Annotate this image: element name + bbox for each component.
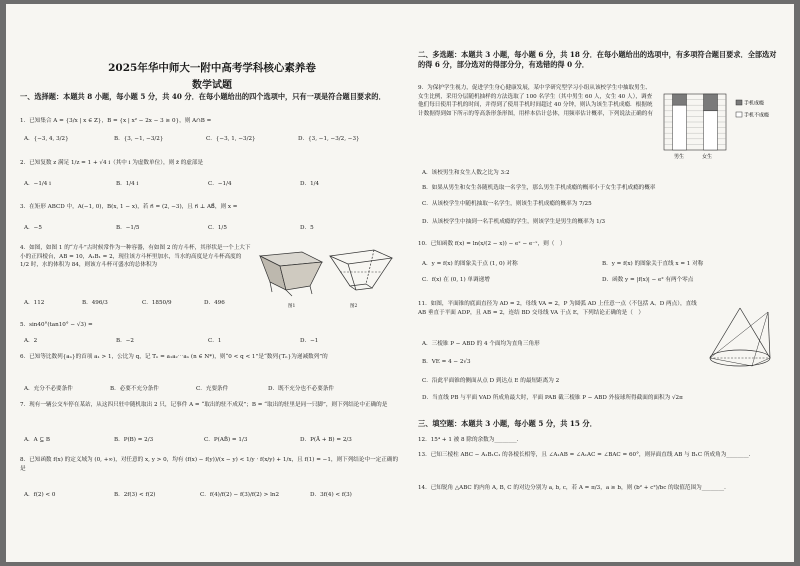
option-c: C．f(x) 在 (0, 1) 单调递增 (422, 277, 490, 283)
option-a: A．充分不必要条件 (24, 386, 73, 392)
cone-figure (702, 302, 782, 376)
option-c: C．1850/9 (142, 300, 172, 306)
question-5-options (24, 337, 402, 345)
option-d: D．5 (300, 225, 314, 231)
bar-not-addicted-0 (673, 105, 687, 150)
question-8: 8．已知函数 f(x) 的定义域为 (0, +∞)，对任意的 x, y > 0，均有 (f(x) − f(y))/(x − y) < 1/y · f(x/y) + 1/x，且 f(1) = −1，则下列结论中一定正确的是 (20, 457, 399, 472)
frustum-figure-2 (326, 246, 396, 304)
option-c: C．f(4)/f(2) − f(3)/f(2) > ln2 (200, 492, 280, 498)
question-2: 2．已知复数 z 满足 1/z = 1 + √4 i（其中 i 为虚数单位），则 z̄ 的虚部是 (20, 160, 204, 166)
option-a: A．f(2) < 0 (24, 492, 56, 498)
option-c: C．−1/4 (208, 181, 232, 187)
option-d: D．−1 (300, 338, 319, 344)
question-5: 5．sin40°(tan10° − √3) = (20, 322, 93, 328)
option-b: B．2f(3) < f(2) (114, 492, 156, 498)
bar-addicted-0 (673, 94, 687, 105)
question-11-option-c: C．沿此平面锥的侧面从点 D 到达点 E 的最短距离为 2 (422, 378, 560, 384)
addiction-bar-chart (658, 90, 782, 162)
option-d: D．1/4 (300, 181, 320, 187)
category-label-male: 男生 (674, 154, 685, 160)
option-b: B．P(B) = 2/3 (114, 437, 154, 443)
option-a: A．y = f(x) 的图象关于点 (1, 0) 对称 (422, 261, 518, 267)
question-10: 10．已知函数 f(x) = ln(x/(2 − x)) − eˣ − e⁻ˣ，则（ ） (418, 241, 566, 247)
option-d: D．{3, −1, −3/2, −3} (298, 136, 360, 142)
option-c: C．1/5 (208, 225, 227, 231)
option-c: C．充要条件 (196, 386, 229, 392)
figure-2-caption: 图2 (350, 304, 358, 309)
question-8-options (24, 491, 402, 499)
fangdou-figure-1 (256, 248, 326, 300)
option-c: C．{−3, 1, −3/2} (206, 136, 256, 142)
question-9-option-c: C．从该校学生中随机抽取一名学生，则该生手机成瘾的概率为 7/25 (422, 201, 592, 207)
question-13: 13．已知三棱柱 ABC − A₁B₁C₁ 的各棱长相等，且 ∠A₁AB = ∠A₁AC = ∠BAC = 60°，则异面直线 AB 与 B₁C 所成角为________． (418, 452, 755, 458)
question-3-options (24, 224, 402, 232)
option-a: A．A ⊆ B (24, 437, 51, 443)
question-4-options (24, 299, 264, 307)
category-label-female: 女生 (702, 154, 713, 160)
question-6-options (24, 385, 402, 393)
question-10-options (422, 260, 782, 292)
question-14: 14．已知锐角 △ABC 的内角 A, B, C 的对边分别为 a, b, c，若 A = π/3，a ≥ b，则 (b² + c²)/bc 的取值范围为________． (418, 485, 730, 491)
question-9-option-a: A．该校男生和女生人数之比为 3:2 (422, 170, 510, 176)
question-7: 7．现有一辆公交车停在某站，从这四只驻中随机取出 2 只，记事件 A = “取出的驻不成双”；B = “取出的驻里是同一只脚”，则下列结论中正确的是 (20, 402, 388, 408)
exam-title: 2025年华中师大一附中高考学科核心素养卷 (108, 62, 316, 74)
question-11-option-a: A．三棱锥 P − ABD 的 4 个面均为直角三角形 (422, 341, 540, 347)
exam-subtitle: 数学试题 (192, 80, 232, 91)
option-d: D．函数 y = |f(x)| − e² 有两个零点 (602, 277, 694, 283)
bar-not-addicted-1 (704, 111, 718, 150)
option-a: A．112 (24, 300, 45, 306)
option-b: B．−2 (116, 338, 134, 344)
option-c: C．1 (208, 338, 222, 344)
option-b: B．y = f(x) 的图象关于直线 x = 1 对称 (602, 261, 704, 267)
option-a: A．{−3, 4, 3/2} (24, 136, 69, 142)
option-b: B．必要不充分条件 (110, 386, 159, 392)
question-12: 12．15⁴ + 1 被 8 除的余数为________． (418, 437, 523, 443)
question-6: 6．已知等比数列{aₙ}的首项 a₁ > 1，公比为 q，记 Tₙ = a₁a₂⋯aₙ (n ∈ N*)，则“0 < q < 1”是“数列{Tₙ}为递减数列”的 (20, 354, 328, 360)
question-11-option-d: D．当直线 PB 与平面 VAD 所成角最大时，平面 PAB 截三棱锥 P − ABD 外接球所得截面的面积为 √2π (422, 395, 683, 401)
question-9-option-b: B．如果从男生和女生各随机选取一名学生，那么男生手机成瘾的概率小于女生手机成瘾的概率 (422, 185, 656, 191)
legend-label-addicted: 手机成瘾 (744, 100, 765, 107)
option-a: A．−5 (24, 225, 42, 231)
option-d: D．496 (204, 300, 225, 306)
legend-swatch-not-addicted (736, 112, 742, 117)
exam-sheet (6, 4, 794, 562)
section-3-heading: 三、填空题：本题共 3 小题，每小题 5 分，共 15 分． (418, 419, 597, 428)
option-b: B．1/4 i (116, 181, 139, 187)
question-9: 9．为保护学生视力，促进学生身心健康发展，某中学研究型学习小组从该校学生中抽取男生、女生比例，采用分层随机抽样的方法选取了 100 名学生（其中男生 60 人，女生 40 人），调查他们每日使用手机的时间，并得到了使用手机时间超过 40 分钟，则认为该生手机成瘾．根据统计数据得到如下所示的等高条形条形图，用样本估计总体，用频率估计概率，下列说法正确的有 (418, 85, 653, 117)
bar-addicted-1 (704, 94, 718, 111)
question-9-option-d: D．从该校学生中抽到一名手机成瘾的学生，则该学生是男生的概率为 1/3 (422, 219, 606, 225)
option-a: A．−1/4 i (24, 181, 51, 187)
section-2-heading: 二、多选题：本题共 3 小题，每小题 6 分，共 18 分．在每小题给出的选项中，有多项符合题目要求．全部选对的得 6 分，部分选对的得部分分，有选错的得 0 分． (418, 50, 777, 69)
question-4: 4．如图，如图 1 的“方斗”古时候常作为一种容器，有如图 2 的方斗杯，其形状是一个上大下小的正四棱台，AB = 10，A₁B₁ = 2，现往该方斗杯里加水，当水的高度是方斗杯高度的 1/2 时，水的体积为 84，则该方斗杯可盛水的总体积为 (20, 245, 251, 269)
legend-label-not-addicted: 手机不成瘾 (744, 112, 770, 119)
question-1-options (24, 135, 402, 143)
option-b: B．−1/5 (116, 225, 140, 231)
section-1-heading: 一、选择题：本题共 8 小题，每小题 5 分，共 40 分．在每小题给出的四个选项中，只有一项是符合题目要求的． (20, 92, 386, 101)
option-b: B．{3, −1, −3/2} (114, 136, 164, 142)
option-b: B．496/3 (82, 300, 108, 306)
question-11: 11．如图，平面锥的底面直径为 AD = 2，母线 VA = 2，P 为圆弧 AD 上任意一点（不包括 A、D 两点），直线 AB 垂直于平面 ADP，且 AB = 2，连结 BD 交母线 VA 于点 E，下列结论正确的是（ ） (418, 301, 697, 316)
option-c: C．P(AB̄) = 1/3 (204, 437, 248, 443)
option-d: D．既不充分也不必要条件 (268, 386, 335, 392)
question-11-option-b: B．VE = 4 − 2√3 (422, 359, 471, 365)
legend-swatch-addicted (736, 100, 742, 105)
option-a: A．2 (24, 338, 38, 344)
question-3: 3．在矩形 ABCD 中，A(−1, 0)，B(x, 1 − x)，若 n⃗ = (2, −3)，且 n⃗ ⊥ AB⃗，则 x = (20, 204, 238, 210)
option-d: D．3f(4) < f(3) (310, 492, 352, 498)
question-2-options (24, 180, 402, 188)
question-7-options (24, 436, 402, 444)
figure-1-caption: 图1 (288, 304, 296, 309)
option-d: D．P(Ā + B) = 2/3 (300, 437, 352, 443)
question-1: 1．已知集合 A = {3/x | x ∈ Z}，B = {x | x² − 2x − 3 ≥ 0}，则 A∩B = (20, 118, 212, 124)
